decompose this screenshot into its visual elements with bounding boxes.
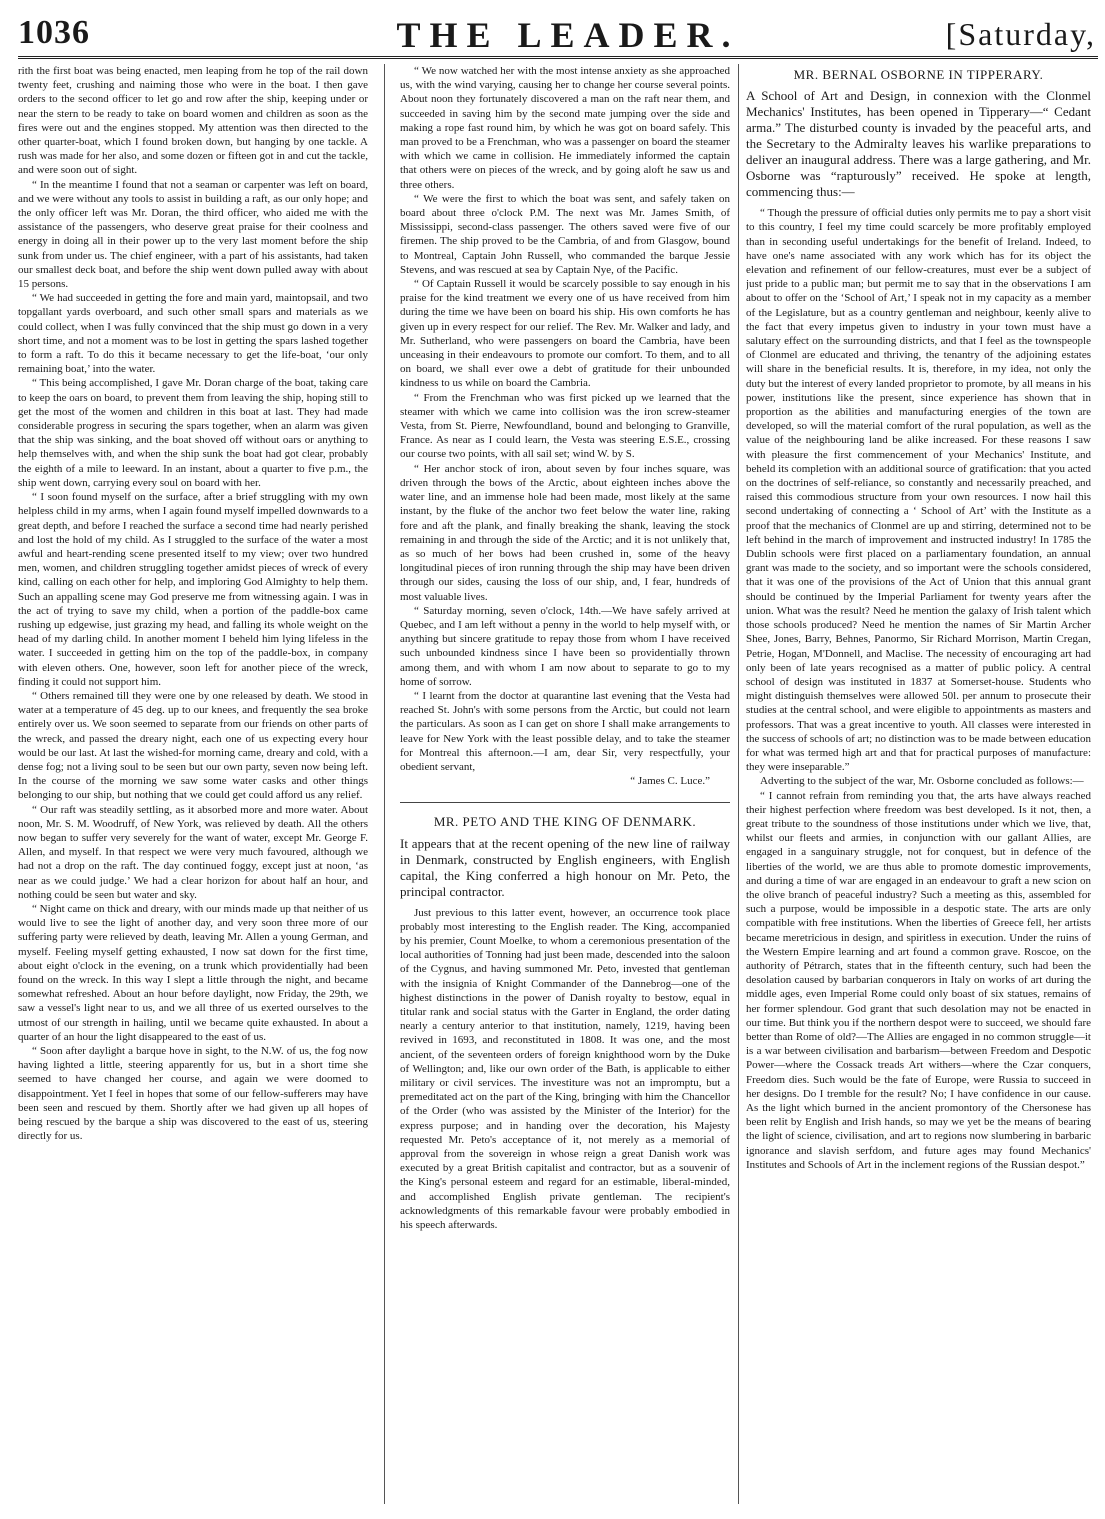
- article-lede: A School of Art and Design, in connexion with the Clonmel Mechanics' Institutes, has been opened in Tipperary—“ Cedant arma.” The disturbed county is invaded by the peaceful arts, and the Secretary to the Admiralty leaves his warlike preparations to deliver an inaugural address. There was a large gathering, and Mr. Osborne was “rapturously” received. He spoke at length, commencing thus:—: [746, 88, 1091, 200]
- signature: “ James C. Luce.”: [630, 775, 710, 788]
- paragraph: “ Others remained till they were one by one released by death. We stood in water at a temperature of 45 deg. up to our knees, and frequently the sea broke entirely over us. We soon seemed to separate from our friends on other parts of the wreck, and passed the dreary night, each one of us expecting every hour would be our last. At last the wished-for morning came, dreary and cold, with a dense fog; not a living soul to be seen but our own party, seven now being left. In the course of the morning we saw some water casks and other things belonging to our ship, but nothing that we could get could afford us any relief.: [18, 689, 368, 802]
- masthead: [18, 12, 1100, 56]
- column-divider: [384, 64, 385, 1504]
- paragraph: “ We now watched her with the most intense anxiety as she approached us, with the wind varying, causing her to change her course several points. About noon they fortunately discovered a man on the raft near them, and succeeded in saving him by the second mate jumping over the side and making a rope fast round him, by which he was got on board safely. This man proved to be a Frenchman, who was a passenger on board the steamer with which we came in collision. He immediately informed the captain that others were on pieces of the wreck, and by going aloft he saw us and three others.: [400, 65, 730, 191]
- paragraph: “ I cannot refrain from reminding you that, the arts have always reached their highest perfection where freedom was best developed. Is it not, then, a great tribute to the soundness of those institutions under which we live, that, whilst our fleets and armies, in conjunction with our gallant Allies, are engaged in a sanguinary struggle, not for conquest, but in defence of the liberties of the world, we are thus able to promote domestic improvements, and during a time of war are engaged in an endeavour to graft a new scion on the olive branch of peaceful industry? Such a meeting as this, assembled for such a purpose, would be impossible in a despotic state. The arts are only compatible with free institutions. When the liberties of Greece fell, her artists became meretricious in design, and spiritless in execution. Under the ruins of the Western Empire learning and art found a common grave. Roscoe, on the authority of Pétrarch, states that in the fifteenth century, such had been the desolation caused by barbarian conquerors in Italy on works of art during the middle ages, even Imperial Rome could only boast of six statues, remains of her former splendour. God grant that such desolation may not be enacted in our time. But think you if the northern despot were to succeed, we should fare better than Rome of old?—The Allies are engaged in no common struggle—it is a war between civilisation and barbarism—between Freedom and Despotic Power—where the Cossack treads Art withers—where the Czar conquers, Freedom dies. Such would be the fate of Europe, were Russia to succeed in her designs. Do I tremble for the result? No; I have confidence in our cause. As the light which burned in the ancient promontory of the Chersonese has been relit by English and Irish hands, so may we yet be the means of bearing the light of science, civilisation, and art to regions now slumbering in barbaric ignorance and slavish serfdom, and future ages may found Mechanics' Institutes and Schools of Art in the inclement regions of the Russian despot.”: [746, 789, 1091, 1171]
- column-divider: [738, 64, 739, 1504]
- article-divider: [400, 802, 730, 803]
- masthead-rule: [18, 56, 1098, 59]
- issue-day: [Saturday,: [945, 16, 1096, 52]
- paragraph: Just previous to this latter event, however, an occurrence took place probably most interesting to the English reader. The King, accompanied by his premier, Count Moelke, to whom a ceremonious presentation of the local authorities of Tonning had just been made, descended into the saloon of the Cygnus, and having summoned Mr. Peto, invested that gentleman with the insignia of Knight Commander of the Dannebrog—one of the highest distinctions in the power of Danish royalty to bestow, equal in titular rank and social status with the Garter in England, the order dating nearly a century anterior to that institution, namely, 1219, having been revived in 1693, and reconstituted in 1808. It was one, and the most ancient, of the seventeen orders of foreign knighthood worn by the Duke of Wellington; and, like our own order of the Bath, is applicable to either military or civil services. The investiture was not an impromptu, but a premeditated act on the part of the King, bringing with him the Chancellor of the Order (who was assisted by the Minister of the Interior) for the express purpose; and in handing over the decoration, his Majesty requested Mr. Peto's acceptance of it, not merely as a memorial of approval from the sovereign in whose reign a great Danish work was executed by a great British capitalist and contractor, but as a souvenir of the King's personal esteem and regard for an estimable, liberal-minded, and accomplished English private gentleman. The recipient's acknowledgments of this remarkable favour were probably embodied in his speech afterwards.: [400, 906, 730, 1232]
- paragraph: rith the first boat was being enacted, men leaping from he top of the rail down twenty feet, crushing and naiming those who were in the boat. I then gave orders to the second officer to let go and row after the ship, keeping under or near the stern to be ready to take on board women and children as soon as the fires were out and the engines stopped. My attention was then directed to the other quarter-boat, which I found broken down, but hanging by one tackle. A rush was made for her also, and some dozen or fifteen got in and cut the tackle, and were soon out of sight.: [18, 65, 368, 177]
- paragraph: “ Night came on thick and dreary, with our minds made up that neither of us would live to see the light of another day, and very soon three more of our suffering party were relieved by death, leaving Mr. Allen a young German, and myself. Feeling myself getting exhausted, I now sat down for the first time, about eight o'clock in the evening, on a trunk which providentially had been found on the wreck. In this way I slept a little through the night, and became somewhat refreshed. About an hour before daylight, now Friday, the 29th, we saw a vessel's light near to us, and we all three of us exerted ourselves to the utmost of our strength in hailing, until we became quite exhausted. In about a quarter of an hour the light disappeared to the east of us.: [18, 902, 368, 1043]
- newspaper-page: [18, 12, 1100, 1512]
- paragraph: “ Saturday morning, seven o'clock, 14th.—We have safely arrived at Quebec, and I am left without a penny in the world to help myself with, or anything but sincere gratitude to repay those from whom I have received such unbounded kindness since I have been so providentially thrown among them, and with whom I am now about to separate to go to my home of sorrow.: [400, 604, 730, 688]
- paragraph: “ We were the first to which the boat was sent, and safely taken on board about three o'clock P.M. The next was Mr. James Smith, of Mississippi, second-class passenger. The others saved were five of our firemen. The ship proved to be the Cambria, of and from Glasgow, bound to Montreal, Captain John Russell, who commanded the barque Jessie Stevens, and was rescued at sea by Captain Nye, of the Pacific.: [400, 192, 730, 276]
- column-1: [18, 64, 368, 1514]
- paragraph: “ This being accomplished, I gave Mr. Doran charge of the boat, taking care to keep the oars on board, to prevent them from leaving the ship, hoping still to get the most of the women and children in this boat at last. They had made considerable progress in securing the spars together, when an alarm was given that the ship was sinking, and the boat shoved off without oars or anything to help themselves with, and when the ship sunk the boat had got clear, probably the eighth of a mile to leeward. In an instant, about a quarter to five p.m., the ship went down, carrying every soul on board with her.: [18, 377, 368, 489]
- paragraph: “ From the Frenchman who was first picked up we learned that the steamer with which we came into collision was the iron screw-steamer Vesta, from St. Pierre, Newfoundland, bound and belonging to Granville, France. As near as I could learn, the Vesta was steering E.S.E., crossing our course two points, with all sail set; wind W. by S.: [400, 391, 730, 461]
- article-heading-osborne: MR. BERNAL OSBORNE IN TIPPERARY.: [793, 67, 1044, 82]
- article-lede: It appears that at the recent opening of the new line of railway in Denmark, constructed by English engineers, with English capital, the King conferred a high honour on Mr. Peto, the principal contractor.: [400, 835, 730, 899]
- page-number: 1036: [18, 14, 90, 51]
- paragraph: “ Soon after daylight a barque hove in sight, to the N.W. of us, the fog now having lighted a little, steering apparently for us, but in a short time she seemed to have changed her course, and again we were doomed to disappointment. Yet I feel in hopes that some of our fellow-sufferers may have been seen and rescued by them. Shortly after we had given up all hopes of being rescued by the barque a ship was discovered to the east of us, steering directly for us.: [18, 1045, 368, 1143]
- paragraph: “ Of Captain Russell it would be scarcely possible to say enough in his praise for the kind treatment we every one of us have received from him during the time we have been on board his ship. His own comforts he has given up in every respect for our relief. The Rev. Mr. Walker and lady, and Mr. Sutherland, who were passengers on board the Cambria, have been unceasing in their endeavours to promote our comfort. To them, and to all on board, we shall ever owe a debt of gratitude for their unbounded kindness to us while on board the Cambria.: [400, 278, 730, 390]
- article-heading-peto: MR. PETO AND THE KING OF DENMARK.: [433, 814, 697, 830]
- column-3: [746, 64, 1091, 1514]
- paragraph: Adverting to the subject of the war, Mr. Osborne concluded as follows:—: [760, 775, 1084, 788]
- newspaper-title: THE LEADER.: [396, 15, 740, 55]
- paragraph: “ In the meantime I found that not a seaman or carpenter was left on board, and we were without any tools to assist in building a raft, as our only hope; and the only officer left was Mr. Doran, the third officer, who aided me with the assistance of the passengers, who deserve great praise for their coolness and energy in doing all in their power up to the very last moment before the ship sunk from under us. The chief engineer, with a part of his assistants, had taken our smallest deck boat, and before the ship went down pulled away with about 15 persons.: [18, 178, 368, 291]
- paragraph: “ We had succeeded in getting the fore and main yard, maintopsail, and two topgallant yards overboard, and such other small spars and materials as we could collect, when I was fully convinced that the ship must go down in a very short time, and not a moment was to be lost in getting the spars lashed together to form a raft. To do this it became necessary to get the life-boat, ‘our only remaining boat,’ into the water.: [18, 292, 368, 376]
- paragraph: “ Her anchor stock of iron, about seven by four inches square, was driven through the bows of the Arctic, about eighteen inches above the water line, and an immense hole had been made, most likely at the same instant, by the fluke of the anchor two feet below the water line, raking fore and aft the plank, and finally breaking the shank, leaving the stock remaining in and through the side of the Arctic; and it is not unlikely that, as so much of her bows had been crushed in, some of the heavy longitudinal pieces of iron running through the ship may have been driven through our sides, causing the loss of our ship, and, I fear, hundreds of most valuable lives.: [400, 462, 730, 603]
- column-2: [400, 64, 730, 1514]
- paragraph: “ I learnt from the doctor at quarantine last evening that the Vesta had reached St. John's with some persons from the Arctic, but could not learn the particulars. As soon as I can get on shore I shall make arrangements to leave for New York with the least possible delay, and to take the steamer for Montreal this afternoon.—I am, dear Sir, very respectfully, your obedient servant,: [400, 689, 730, 773]
- paragraph: “ I soon found myself on the surface, after a brief struggling with my own helpless child in my arms, when I again found myself impelled downwards to a great depth, and before I reached the surface a second time had nearly perished and lost the hold of my child. As I struggled to the surface of the water a most awful and heart-rending scene presented itself to my view; over two hundred men, women, and children struggling together amidst pieces of wreck of every kind, calling on each other for help, and imploring God Almighty to help them. Such an appalling scene may God preserve me from witnessing again. I was in the act of trying to save my child, when a portion of the paddle-box came rushing up edgewise, just grazing my head, and falling its whole weight on the head of my darling child. In another moment I beheld him lying lifeless in the water. I succeeded in getting him on the top of the paddle-box, in company with eleven others. One, however, soon left for another piece of the wreck, finding it could not support him.: [18, 491, 368, 688]
- paragraph: “ Though the pressure of official duties only permits me to pay a short visit to this country, I feel my time could scarcely be more profitably employed than in seconding useful undertakings for the benefit of Ireland. Indeed, to have one's name associated with any work which has for its object the elevation and refinement of our fellow-creatures, must ever be a subject of just pride to a public man; but permit me to say that in the observations I am about to offer on the ‘School of Art,’ I speak not in my capacity as a member of the Legislature, but as a country gentleman and neighbour, keenly alive to the fact that every impetus given to industry in your town must have a salutary effect on the surrounding districts, and that I feel as the townspeople of Clonmel are educated and thriving, the tenantry of the adjoining estates will share in the beneficial results. It is, therefore, in my idea, not only the duty but the interest of every landed proprietor to promote, by all means in his power, institutions like the present, since experience has shown that in proportion as the abilities and manufacturing energies of the town are developed, so will the material comfort of the rural population, as well as the value of the neighbouring land be alike increased. For these reasons I saw with pleasure the first commencement of your Mechanics' Institute, and beheld its completion with an additional source of gratification: that you acted on the doctrines of self-reliance, so constantly and necessarily preached, and raised this commodious structure from your own resources. I now hail this second undertaking of connecting a ‘ School of Art’ with the Institute as a proof that the mechanics of Clonmel are up and stirring, determined not to be left behind in the march of improvement and instructed industry! In 1785 the Dublin schools were first placed on a parliamentary foundation, an annual grant was made to the society, and so important were the schools considered, that it was one of the provisions of the Act of Union that this annual grant should be continued by the Imperial Parliament for twenty years after the union. What was the result? Need he mention the galaxy of Irish talent which those schools produced? Need he mention the names of Sir Martin Archer Shee, Jones, Barry, Behnes, Panormo, Sir Richard Morrison, Martin Cregan, Petrie, Hogan, M'Donnell, and Maclise. The necessity of encouraging art had only been of late years recognised as a matter of public policy. A central school of design was instituted in 1837 at Somerset-house. Students who might distinguish themselves were allowed 50l. per annum to prosecute their studies at the central school, and were eligible to appointments as masters and professors. That was a great incentive to youth. All classes were interested in the success of schools of art; no distinction was to be made between education for what was termed high art and that for practical purposes of manufacture: they were inseparable.”: [746, 207, 1091, 774]
- paragraph: “ Our raft was steadily settling, as it absorbed more and more water. About noon, Mr. S. M. Woodruff, of New York, was relieved by death. All the others now began to suffer very severely for the want of water, except Mr. George F. Allen, and myself. In that respect we were very much favoured, although we had not a drop on the raft. The day continued foggy, except just at noon, ‘as near as we could judge.’ We had a clear horizon for about half an hour, and nothing could be seen but water and sky.: [18, 803, 368, 901]
